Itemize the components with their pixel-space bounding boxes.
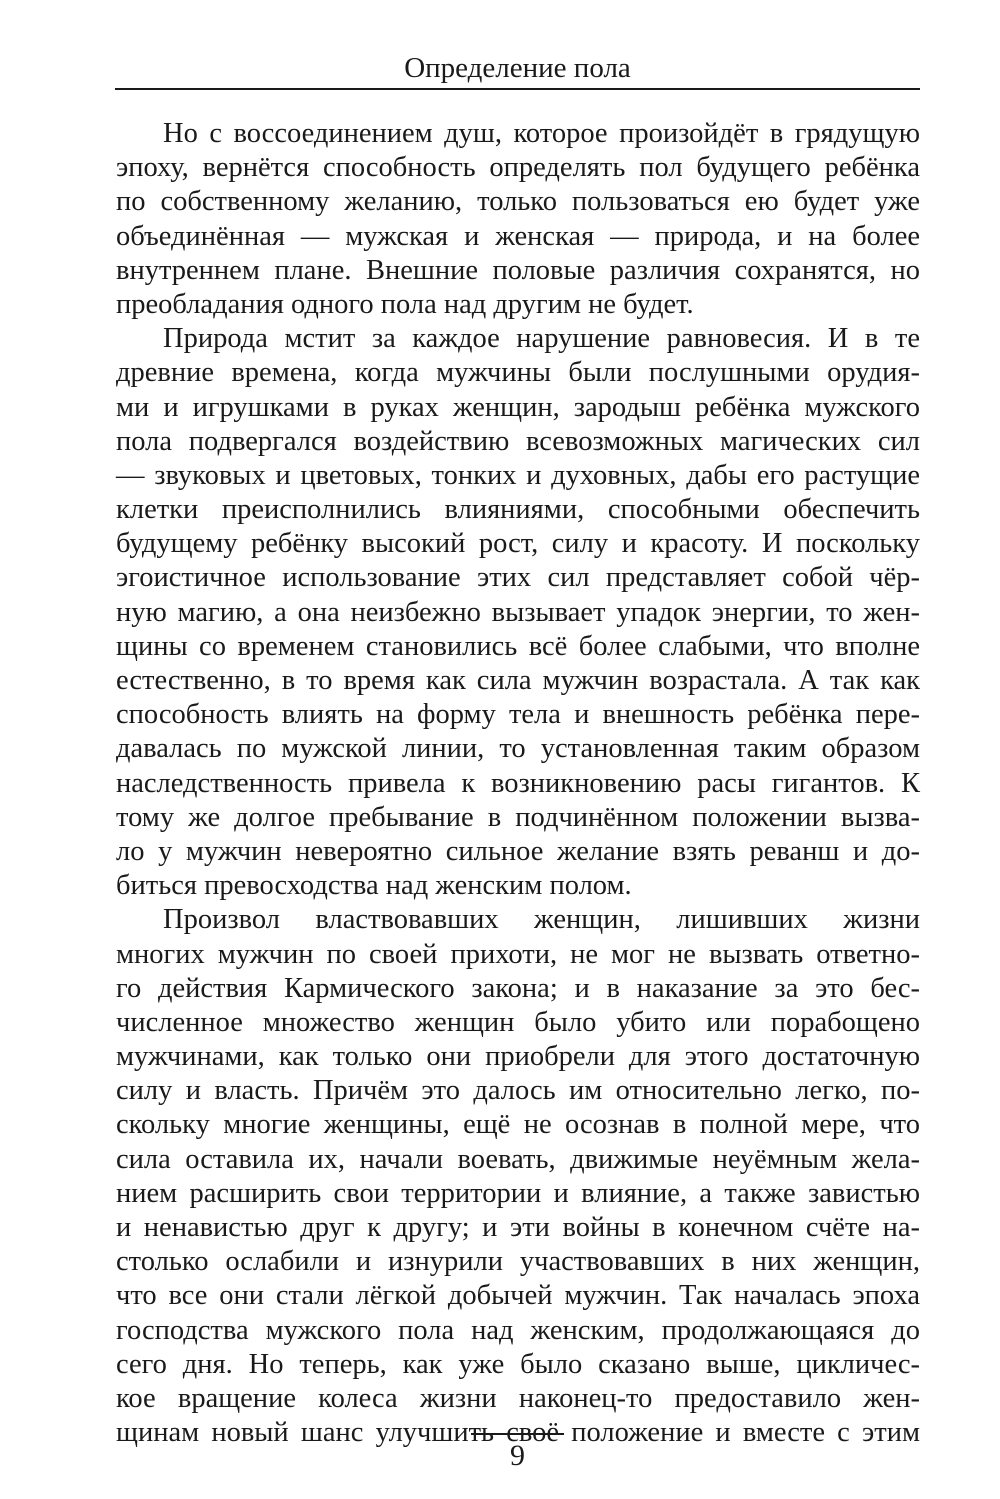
text-line: что все они стали лёгкой добычей мужчин. Так началась эпоха <box>116 1280 920 1312</box>
text-line: нием расширить свои территории и влияние, а также завистью <box>116 1177 920 1209</box>
text-line: столько ослабили и изнурили участвовавших в них женщин, <box>116 1246 920 1278</box>
text-line: биться превосходства над женским полом. <box>116 870 632 902</box>
text-line: клетки преисполнились влияниями, способными обеспечить <box>116 494 920 526</box>
text-line: ло у мужчин невероятно сильное желание взять реванш и до- <box>116 835 920 867</box>
text-line: сила оставила их, начали воевать, движимые неуёмным жела- <box>116 1143 920 1175</box>
text-line: объединённая — мужская и женская — природа, и на более <box>116 220 920 252</box>
text-line: господства мужского пола над женским, продолжающаяся до <box>116 1314 920 1346</box>
text-line: многих мужчин по своей прихоти, не мог не вызвать ответно- <box>116 938 920 970</box>
text-line: кое вращение колеса жизни наконец-то предоставило жен- <box>116 1382 920 1414</box>
text-line: силу и власть. Причём это далось им относительно легко, по- <box>116 1075 920 1107</box>
text-line: эпоху, вернётся способность определять пол будущего ребёнка <box>116 152 920 184</box>
page-number: 9 <box>510 1439 525 1472</box>
text-line: ми и игрушками в руках женщин, зародыш ребёнка мужского <box>116 391 920 423</box>
text-line: естественно, в то время как сила мужчин возрастала. А так как <box>116 665 920 696</box>
header-rule <box>115 88 920 90</box>
text-line: скольку многие женщины, ещё не осознав в полной мере, что <box>116 1109 920 1141</box>
text-line: эгоистичное использование этих сил представляет собой чёр- <box>116 562 920 594</box>
text-line: Но с воссоединением душ, которое произойдёт в грядущую <box>163 118 920 149</box>
text-line: давалась по мужской линии, то установленная таким образом <box>116 733 920 765</box>
body-text <box>116 117 920 1450</box>
paragraph <box>116 322 920 903</box>
text-line: ную магию, а она неизбежно вызывает упадок энергии, то жен- <box>116 596 920 628</box>
text-line: мужчинами, как только они приобрели для этого достаточную <box>116 1041 920 1073</box>
text-line: щинам новый шанс улучшить своё положение и вместе с этим <box>116 1417 920 1449</box>
text-line: щины со временем становились всё более слабыми, что вполне <box>116 630 920 662</box>
text-line: Произвол властвовавших женщин, лишивших жизни <box>163 904 920 936</box>
text-line: древние времена, когда мужчины были послушными орудия- <box>116 357 920 389</box>
text-line: численное множество женщин было убито или порабощено <box>116 1006 920 1038</box>
text-line: Природа мстит за каждое нарушение равновесия. И в те <box>163 323 920 355</box>
folio-rule <box>471 1433 564 1435</box>
text-line: и ненавистью друг к другу; и эти войны в конечном счёте на- <box>116 1212 920 1243</box>
text-line: наследственность привела к возникновению расы гигантов. К <box>116 767 920 799</box>
text-line: пола подвергался воздействию всевозможных магических сил <box>116 425 920 457</box>
text-line: по собственному желанию, только пользоваться ею будет уже <box>116 186 920 218</box>
text-line: преобладания одного пола над другим не будет. <box>116 288 694 320</box>
text-line: — звуковых и цветовых, тонких и духовных, дабы его растущие <box>116 459 920 491</box>
paragraph <box>116 117 920 322</box>
text-line: способность влиять на форму тела и внешность ребёнка пере- <box>116 699 920 731</box>
text-line: тому же долгое пребывание в подчинённом положении вызва- <box>116 801 920 833</box>
text-line: го действия Кармического закона; и в наказание за это бес- <box>116 972 920 1004</box>
text-line: внутреннем плане. Внешние половые различия сохранятся, но <box>116 254 920 286</box>
text-line: будущему ребёнку высокий рост, силу и красоту. И поскольку <box>116 528 920 560</box>
text-line: сего дня. Но теперь, как уже было сказано выше, цикличес- <box>116 1348 920 1380</box>
running-head: Определение пола <box>404 52 631 84</box>
paragraph <box>116 903 920 1450</box>
